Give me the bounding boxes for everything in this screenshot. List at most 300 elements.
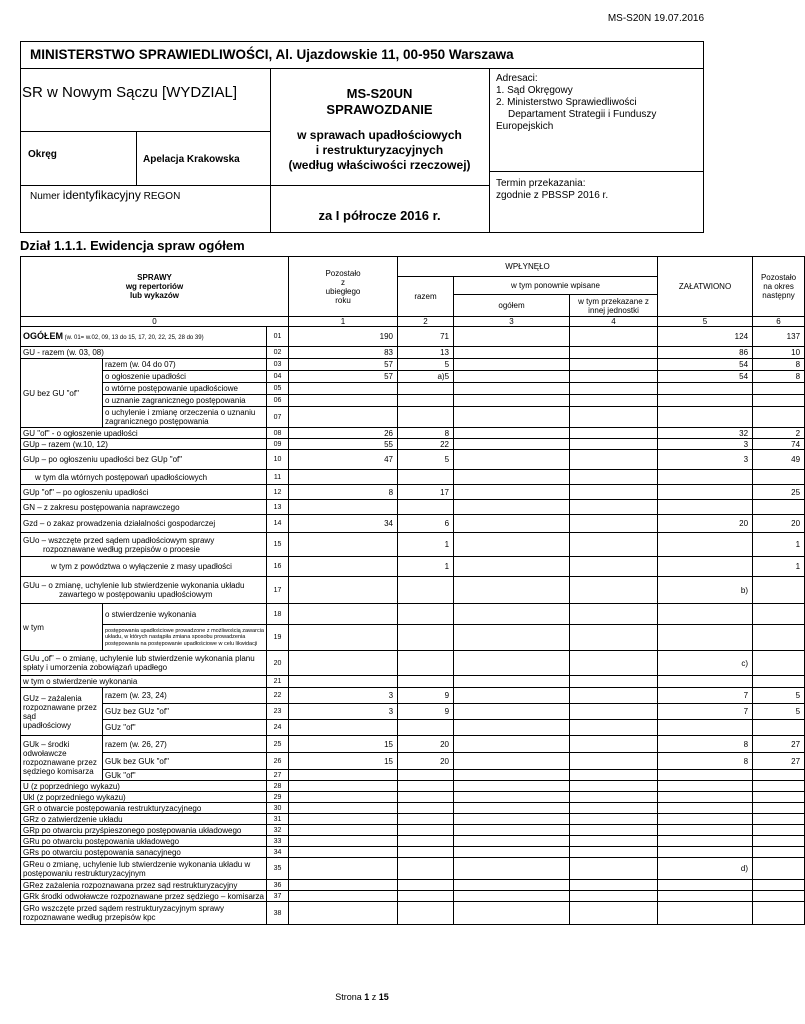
row-label-line: GRo wszczęte przed sądem restrukturyzacyjnym sprawy bbox=[23, 904, 224, 913]
line-number: 05 bbox=[267, 383, 289, 395]
regon-prefix: Numer bbox=[30, 191, 63, 202]
header-przekazane bbox=[570, 295, 658, 317]
cell bbox=[570, 470, 658, 485]
cell bbox=[570, 704, 658, 720]
cell bbox=[570, 604, 658, 625]
cell bbox=[753, 803, 805, 814]
cell bbox=[570, 847, 658, 858]
colnum-4: 4 bbox=[570, 317, 658, 327]
row-label-line: spłaty i umorzenia zobowiązań upadłego bbox=[23, 663, 168, 672]
row-label: GR o otwarcie postępowania restrukturyzacyjnego bbox=[21, 803, 267, 814]
row-label: GUk "of" bbox=[103, 770, 267, 781]
regon-label bbox=[30, 188, 180, 202]
cell bbox=[398, 825, 454, 836]
group-label-line: GUz – zażalenia bbox=[23, 693, 82, 703]
form-desc-1: w sprawach upadłościowych bbox=[297, 128, 462, 142]
cell bbox=[289, 825, 398, 836]
header-sprawy-1: SPRAWY bbox=[137, 273, 172, 282]
cell: b) bbox=[658, 577, 753, 604]
cell bbox=[289, 500, 398, 515]
row-label-line: GReu o zmianę, uchylenie lub stwierdzenie wykonania układu w bbox=[23, 859, 251, 869]
table-row bbox=[21, 891, 805, 902]
cell: 13 bbox=[398, 347, 454, 359]
cell bbox=[454, 428, 570, 439]
cell bbox=[570, 858, 658, 880]
cell bbox=[454, 803, 570, 814]
cell: 3 bbox=[658, 439, 753, 450]
cell bbox=[570, 383, 658, 395]
cell bbox=[753, 825, 805, 836]
cell: d) bbox=[658, 858, 753, 880]
row-label: o wtórne postępowanie upadłościowe bbox=[103, 383, 267, 395]
row-label: GU "of" - o ogłoszenie upadłości bbox=[21, 428, 267, 439]
row-label: GUp – po ogłoszeniu upadłości bez GUp "of" bbox=[21, 450, 267, 470]
court-name: SR w Nowym Sączu [WYDZIAL] bbox=[22, 84, 238, 101]
cell bbox=[454, 902, 570, 925]
cell bbox=[570, 814, 658, 825]
cell bbox=[454, 625, 570, 651]
cell bbox=[289, 383, 398, 395]
table-row bbox=[21, 847, 805, 858]
row-label: GRez zażalenia rozpoznawana przez sąd restrukturyzacyjny bbox=[21, 880, 267, 891]
line-number: 35 bbox=[267, 858, 289, 880]
line-number: 11 bbox=[267, 470, 289, 485]
line-number: 14 bbox=[267, 515, 289, 533]
cell: 2 bbox=[753, 428, 805, 439]
cell bbox=[753, 770, 805, 781]
cell bbox=[398, 500, 454, 515]
cell bbox=[658, 625, 753, 651]
cell bbox=[398, 604, 454, 625]
cell bbox=[289, 651, 398, 676]
cell bbox=[658, 847, 753, 858]
cell bbox=[289, 891, 398, 902]
row-label: GRu po otwarciu postępowania układowego bbox=[21, 836, 267, 847]
cell: 54 bbox=[658, 359, 753, 371]
line-number: 02 bbox=[267, 347, 289, 359]
ministry-title: MINISTERSTWO SPRAWIEDLIWOŚCI, Al. Ujazdowskie 11, 00-950 Warszawa bbox=[30, 47, 514, 62]
cell: 57 bbox=[289, 371, 398, 383]
cell bbox=[454, 450, 570, 470]
cell: 5 bbox=[398, 359, 454, 371]
row-label: o stwierdzenie wykonania bbox=[103, 604, 267, 625]
cell bbox=[289, 858, 398, 880]
group-label-line: rozpoznawane przez sąd bbox=[23, 702, 97, 721]
group-label-line: odwoławcze bbox=[23, 749, 67, 758]
cell bbox=[570, 781, 658, 792]
header-sprawy-3: lub wykazów bbox=[130, 291, 179, 300]
cell bbox=[570, 770, 658, 781]
line-number: 36 bbox=[267, 880, 289, 891]
group-label-line: upadłościowy bbox=[23, 720, 72, 730]
cell bbox=[454, 407, 570, 428]
cell: 137 bbox=[753, 327, 805, 347]
cell bbox=[454, 704, 570, 720]
cell bbox=[570, 485, 658, 500]
cell: 26 bbox=[289, 428, 398, 439]
cell: 3 bbox=[289, 704, 398, 720]
cell: 86 bbox=[658, 347, 753, 359]
table-row bbox=[21, 814, 805, 825]
cell bbox=[570, 792, 658, 803]
cell bbox=[658, 395, 753, 407]
table-row bbox=[21, 770, 805, 781]
cell bbox=[570, 515, 658, 533]
cell: 20 bbox=[398, 736, 454, 753]
cell bbox=[289, 533, 398, 557]
cell bbox=[454, 557, 570, 577]
cell bbox=[570, 557, 658, 577]
cell bbox=[570, 825, 658, 836]
okreg-label: Okręg bbox=[28, 149, 57, 160]
line-number: 20 bbox=[267, 651, 289, 676]
okreg-value: Apelacja Krakowska bbox=[143, 154, 240, 165]
cell: 27 bbox=[753, 753, 805, 770]
group-label-line: GUk – środki bbox=[23, 740, 70, 749]
row-label: Ukl (z poprzedniego wykazu) bbox=[21, 792, 267, 803]
cell bbox=[753, 847, 805, 858]
cell bbox=[289, 676, 398, 688]
table-row bbox=[21, 902, 805, 925]
cell: 7 bbox=[658, 704, 753, 720]
header-pozostalo-next bbox=[753, 257, 805, 317]
cell bbox=[454, 395, 570, 407]
cell bbox=[289, 814, 398, 825]
cell bbox=[454, 500, 570, 515]
cell: 34 bbox=[289, 515, 398, 533]
cell: 71 bbox=[398, 327, 454, 347]
table-row bbox=[21, 515, 805, 533]
cell bbox=[753, 604, 805, 625]
row-label: razem (w. 26, 27) bbox=[103, 736, 267, 753]
cell: 1 bbox=[753, 533, 805, 557]
cell bbox=[570, 736, 658, 753]
row-label: razem (w. 04 do 07) bbox=[103, 359, 267, 371]
header-pozostalo-2: z bbox=[341, 277, 345, 287]
row-label: GRk środki odwoławcze rozpoznawane przez sędziego – komisarza bbox=[21, 891, 267, 902]
row-label: GU - razem (w. 03, 08) bbox=[21, 347, 267, 359]
cell bbox=[658, 383, 753, 395]
document-reference: MS-S20N 19.07.2016 bbox=[607, 13, 704, 24]
line-number: 08 bbox=[267, 428, 289, 439]
cell: 17 bbox=[398, 485, 454, 500]
cell bbox=[658, 781, 753, 792]
table-row bbox=[21, 485, 805, 500]
row-label bbox=[21, 858, 267, 880]
cell bbox=[398, 407, 454, 428]
line-number: 30 bbox=[267, 803, 289, 814]
header-pozostalo bbox=[289, 257, 398, 317]
cell bbox=[454, 814, 570, 825]
table-row bbox=[21, 676, 805, 688]
form-desc-3: (według właściwości rzeczowej) bbox=[288, 158, 471, 172]
cell bbox=[753, 676, 805, 688]
cell bbox=[753, 781, 805, 792]
form-code: MS-S20UN bbox=[346, 86, 413, 101]
cell bbox=[454, 847, 570, 858]
cell bbox=[658, 880, 753, 891]
line-number: 16 bbox=[267, 557, 289, 577]
cell bbox=[289, 557, 398, 577]
row-label bbox=[21, 651, 267, 676]
line-number: 18 bbox=[267, 604, 289, 625]
row-label-rest: (w. 01= w.02, 09, 13 do 15, 17, 20, 22, 25, 28 do 39) bbox=[63, 334, 204, 341]
row-label: GRz o zatwierdzenie układu bbox=[21, 814, 267, 825]
cell bbox=[658, 814, 753, 825]
table-row bbox=[21, 383, 805, 395]
cell: 1 bbox=[753, 557, 805, 577]
cell: 1 bbox=[398, 557, 454, 577]
row-label: GRp po otwarciu przyśpieszonego postępowania układowego bbox=[21, 825, 267, 836]
cell bbox=[570, 651, 658, 676]
header-wplynelo: WPŁYNĘŁO bbox=[398, 257, 658, 277]
row-label: GUz "of" bbox=[103, 720, 267, 736]
addressees bbox=[496, 73, 656, 133]
cell: 124 bbox=[658, 327, 753, 347]
cell: 3 bbox=[289, 688, 398, 704]
cell bbox=[289, 604, 398, 625]
header-pozostalo-next-1: Pozostało bbox=[760, 273, 797, 282]
cell: 22 bbox=[398, 439, 454, 450]
table-row bbox=[21, 825, 805, 836]
line-number: 38 bbox=[267, 902, 289, 925]
section-title: Dział 1.1.1. Ewidencja spraw ogółem bbox=[20, 238, 245, 253]
cell bbox=[753, 651, 805, 676]
row-label bbox=[21, 577, 267, 604]
cell bbox=[454, 327, 570, 347]
line-number: 26 bbox=[267, 753, 289, 770]
cell bbox=[398, 470, 454, 485]
row-label: razem (w. 23, 24) bbox=[103, 688, 267, 704]
row-label-line: GUo – wszczęte przed sądem upadłościowym sprawy bbox=[23, 535, 215, 545]
cell bbox=[658, 676, 753, 688]
group-label-line: sędziego komisarza bbox=[23, 767, 94, 776]
deadline bbox=[496, 178, 608, 202]
line-number: 32 bbox=[267, 825, 289, 836]
row-label: Gzd – o zakaz prowadzenia działalności gospodarczej bbox=[21, 515, 267, 533]
cell bbox=[570, 533, 658, 557]
header-pozostalo-3: ubiegłego bbox=[325, 286, 361, 296]
cell bbox=[753, 902, 805, 925]
line-number: 25 bbox=[267, 736, 289, 753]
table-row bbox=[21, 450, 805, 470]
cell bbox=[398, 676, 454, 688]
cell bbox=[570, 359, 658, 371]
cell bbox=[570, 880, 658, 891]
cell bbox=[658, 533, 753, 557]
cell bbox=[658, 792, 753, 803]
cell bbox=[753, 858, 805, 880]
row-label: o uznanie zagranicznego postępowania bbox=[103, 395, 267, 407]
cell bbox=[454, 792, 570, 803]
cell bbox=[454, 825, 570, 836]
cell bbox=[454, 880, 570, 891]
row-label bbox=[21, 902, 267, 925]
cell bbox=[454, 688, 570, 704]
page-footer bbox=[0, 992, 724, 1002]
header-ponownie: w tym ponownie wpisane bbox=[454, 277, 658, 295]
cell: 55 bbox=[289, 439, 398, 450]
cell bbox=[753, 407, 805, 428]
table-row bbox=[21, 704, 805, 720]
cell: 7 bbox=[658, 688, 753, 704]
table-row bbox=[21, 470, 805, 485]
table-row bbox=[21, 781, 805, 792]
header-pozostalo-1: Pozostało bbox=[325, 268, 361, 278]
line-number: 33 bbox=[267, 836, 289, 847]
cell bbox=[454, 359, 570, 371]
table-row bbox=[21, 792, 805, 803]
table-row bbox=[21, 604, 805, 625]
cell: 3 bbox=[658, 450, 753, 470]
cell bbox=[658, 891, 753, 902]
cell bbox=[398, 814, 454, 825]
cell bbox=[753, 625, 805, 651]
header-sprawy bbox=[21, 257, 289, 317]
cell bbox=[454, 383, 570, 395]
deadline-value: zgodnie z PBSSP 2016 r. bbox=[496, 190, 609, 201]
cell bbox=[289, 720, 398, 736]
row-label: w tym dla wtórnych postępowań upadłościowych bbox=[21, 470, 267, 485]
regon-mid: identyfikacyjny bbox=[62, 188, 141, 202]
cell: 27 bbox=[753, 736, 805, 753]
cell bbox=[398, 858, 454, 880]
row-label: o uchylenie i zmianę orzeczenia o uznaniu zagranicznego postępowania bbox=[103, 407, 267, 428]
cell bbox=[398, 847, 454, 858]
form-type: SPRAWOZDANIE bbox=[326, 102, 433, 117]
row-label: GUz bez GUz "of" bbox=[103, 704, 267, 720]
cell bbox=[454, 676, 570, 688]
divider bbox=[136, 131, 137, 185]
cell: 5 bbox=[398, 450, 454, 470]
row-label-line: rozpoznawane według przepisów kpc bbox=[23, 913, 156, 922]
line-number: 37 bbox=[267, 891, 289, 902]
cell bbox=[398, 792, 454, 803]
header-razem: razem bbox=[398, 277, 454, 317]
cell: 5 bbox=[753, 688, 805, 704]
header-pozostalo-next-2: na okres bbox=[763, 282, 794, 291]
cell: 8 bbox=[398, 428, 454, 439]
table-row bbox=[21, 651, 805, 676]
cell: 32 bbox=[658, 428, 753, 439]
footer-mid: z bbox=[369, 992, 379, 1002]
row-label: GRs po otwarciu postępowania sanacyjnego bbox=[21, 847, 267, 858]
cell bbox=[753, 814, 805, 825]
colnum-6: 6 bbox=[753, 317, 805, 327]
line-number: 10 bbox=[267, 450, 289, 470]
line-number: 13 bbox=[267, 500, 289, 515]
reporting-period: za I półrocze 2016 r. bbox=[318, 208, 441, 223]
cell bbox=[454, 577, 570, 604]
cell bbox=[289, 407, 398, 428]
cell bbox=[570, 720, 658, 736]
cell: 49 bbox=[753, 450, 805, 470]
cell: 8 bbox=[289, 485, 398, 500]
cell bbox=[454, 770, 570, 781]
table-row bbox=[21, 836, 805, 847]
cell bbox=[454, 347, 570, 359]
table-row bbox=[21, 753, 805, 770]
group-label-w-tym: w tym bbox=[21, 604, 103, 651]
cell bbox=[753, 383, 805, 395]
colnum-3: 3 bbox=[454, 317, 570, 327]
table-row bbox=[21, 858, 805, 880]
cell: 25 bbox=[753, 485, 805, 500]
addressee-4: Europejskich bbox=[496, 121, 554, 132]
line-number: 22 bbox=[267, 688, 289, 704]
divider bbox=[20, 185, 270, 186]
row-label: GUk bez GUk "of" bbox=[103, 753, 267, 770]
cell bbox=[289, 770, 398, 781]
header-zalatwiono: ZAŁATWIONO bbox=[658, 257, 753, 317]
cell: 8 bbox=[753, 371, 805, 383]
colnum-0: 0 bbox=[21, 317, 289, 327]
cell bbox=[454, 651, 570, 676]
cell bbox=[658, 470, 753, 485]
cell: 20 bbox=[753, 515, 805, 533]
line-number: 28 bbox=[267, 781, 289, 792]
line-number: 04 bbox=[267, 371, 289, 383]
cell: a)5 bbox=[398, 371, 454, 383]
cell bbox=[454, 485, 570, 500]
divider bbox=[489, 68, 490, 233]
table-row bbox=[21, 500, 805, 515]
cell bbox=[570, 500, 658, 515]
table-row bbox=[21, 577, 805, 604]
cell bbox=[570, 577, 658, 604]
cell: 15 bbox=[289, 736, 398, 753]
line-number: 23 bbox=[267, 704, 289, 720]
row-label: U (z poprzedniego wykazu) bbox=[21, 781, 267, 792]
cell bbox=[289, 470, 398, 485]
row-label: GUp "of" – po ogłoszeniu upadłości bbox=[21, 485, 267, 500]
cell bbox=[289, 395, 398, 407]
cell bbox=[753, 470, 805, 485]
cell: 20 bbox=[658, 515, 753, 533]
cell bbox=[398, 577, 454, 604]
cell bbox=[753, 577, 805, 604]
cell bbox=[289, 880, 398, 891]
cell bbox=[570, 327, 658, 347]
table-row bbox=[21, 720, 805, 736]
cases-register-table bbox=[20, 256, 805, 925]
table-row bbox=[21, 557, 805, 577]
cell bbox=[570, 891, 658, 902]
cell bbox=[570, 676, 658, 688]
addressee-3: Departament Strategii i Funduszy bbox=[508, 109, 657, 120]
cell bbox=[658, 720, 753, 736]
cell bbox=[570, 836, 658, 847]
divider bbox=[270, 185, 489, 186]
cell: c) bbox=[658, 651, 753, 676]
cell bbox=[753, 792, 805, 803]
header-przekazane-1: w tym przekazane z bbox=[578, 296, 649, 306]
line-number: 01 bbox=[267, 327, 289, 347]
cell bbox=[398, 395, 454, 407]
cell bbox=[658, 803, 753, 814]
row-label: o ogłoszenie upadłości bbox=[103, 371, 267, 383]
cell bbox=[454, 858, 570, 880]
line-number: 21 bbox=[267, 676, 289, 688]
cell bbox=[570, 395, 658, 407]
cell bbox=[570, 371, 658, 383]
cell bbox=[753, 500, 805, 515]
line-number: 19 bbox=[267, 625, 289, 651]
line-number: 03 bbox=[267, 359, 289, 371]
cell bbox=[570, 347, 658, 359]
cell bbox=[289, 577, 398, 604]
line-number: 17 bbox=[267, 577, 289, 604]
